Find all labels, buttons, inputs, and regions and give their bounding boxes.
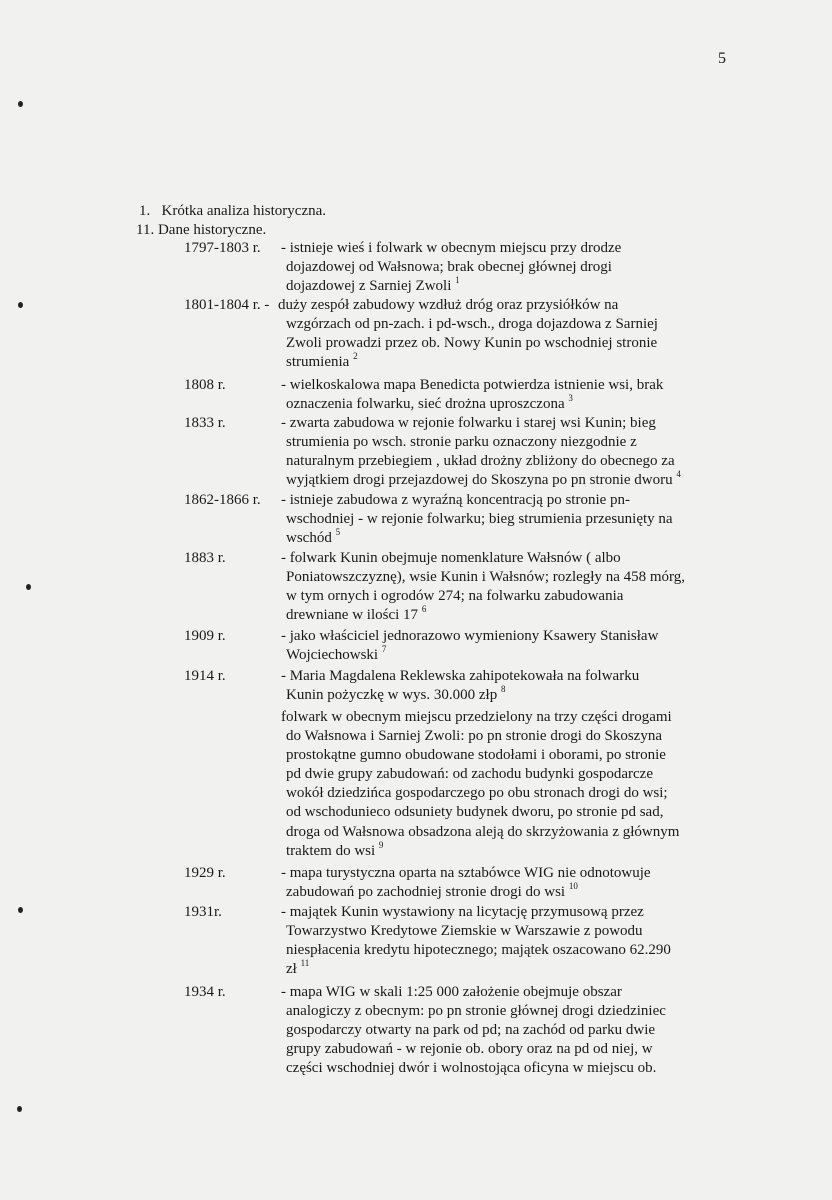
entry-line-text: - istnieje zabudowa z wyraźną koncentracją po stronie pn- bbox=[281, 492, 631, 508]
entry-line-text: folwark w obecnym miejscu przedzielony na trzy części drogami bbox=[281, 709, 672, 725]
entry-line bbox=[281, 903, 733, 922]
entry-description bbox=[281, 983, 733, 1078]
entry-line bbox=[281, 883, 733, 902]
entry-line bbox=[281, 376, 733, 395]
entry-line bbox=[281, 864, 733, 883]
entry-line-text: zł bbox=[286, 961, 297, 978]
entry-line-text: niespłacenia kredytu hipotecznego; majątek oszacowano 62.290 bbox=[286, 942, 671, 959]
entry-line-text: - wielkoskalowa mapa Benedicta potwierdza istnienie wsi, brak bbox=[281, 377, 664, 393]
entry-line-text: - mapa turystyczna oparta na sztabówce WIG nie odnotowuje bbox=[281, 865, 651, 881]
entry-line-text: - istnieje wieś i folwark w obecnym miejscu przy drodze bbox=[281, 240, 622, 256]
footnote-ref: 2 bbox=[353, 351, 358, 362]
entry-description bbox=[281, 667, 733, 705]
entry-line bbox=[281, 1021, 733, 1040]
entry-line-text: wzgórzach od pn-zach. i pd-wsch., droga dojazdowa z Sarniej bbox=[286, 316, 658, 333]
entry-description bbox=[281, 903, 733, 979]
entry-date: 1833 r. bbox=[184, 415, 226, 431]
entry-line-text: - mapa WIG w skali 1:25 000 założenie obejmuje obszar bbox=[281, 984, 622, 1000]
entry-description bbox=[281, 491, 733, 548]
entry-description bbox=[278, 296, 733, 372]
entry-line-text: zabudowań po zachodniej stronie drogi do wsi bbox=[286, 884, 566, 901]
entry-line bbox=[281, 315, 733, 334]
entry-line bbox=[281, 839, 733, 861]
entry-date: 1909 r. bbox=[184, 628, 226, 644]
entry-line-text: - folwark Kunin obejmuje nomenklature Wałsnów ( albo bbox=[281, 550, 621, 566]
entry-line-text: - Maria Magdalena Reklewska zahipotekowała na folwarku bbox=[281, 668, 640, 684]
entry-line-text: w tym ornych i ogrodów 274; na folwarku zabudowania bbox=[286, 588, 624, 605]
footnote-ref: 5 bbox=[335, 527, 341, 538]
entry-line-text: grupy zabudowań - w rejonie ob. obory oraz na pd od niej, w bbox=[286, 1041, 653, 1058]
entry-line-text: wschód bbox=[286, 530, 332, 547]
entry-line-text: dojazdowej z Sarniej Zwoli bbox=[286, 278, 452, 295]
entry-line-text: Wojciechowski bbox=[286, 647, 379, 664]
punch-hole-mark bbox=[26, 584, 31, 590]
entry-line-text: wyjątkiem drogi przejazdowej do Skoszyna po pn stronie dworu bbox=[286, 472, 673, 489]
entry-line bbox=[278, 296, 733, 315]
punch-hole-mark bbox=[18, 101, 23, 107]
entry-line-text: od wschodunieco odsuniety budynek dworu, po stronie pd sad, bbox=[286, 804, 664, 821]
entry-line-text: pd dwie grupy zabudowań: od zachodu budynki gospodarcze bbox=[286, 766, 653, 783]
entry-line bbox=[281, 708, 733, 727]
entry-description bbox=[281, 376, 733, 414]
entry-date: 1931r. bbox=[184, 904, 222, 920]
entry-line bbox=[281, 784, 733, 803]
page-number: 5 bbox=[718, 50, 726, 67]
entry-line bbox=[281, 941, 733, 960]
entry-line bbox=[281, 960, 733, 979]
footnote-ref: 7 bbox=[381, 644, 387, 655]
entry-line-text: duży zespół zabudowy wzdłuż dróg oraz przysiółków na bbox=[278, 297, 619, 313]
entry-line bbox=[281, 334, 733, 353]
entry-line bbox=[281, 765, 733, 784]
footnote-ref: 11 bbox=[300, 958, 310, 969]
punch-hole-mark bbox=[17, 1106, 22, 1112]
entry-line-text: strumienia po wsch. stronie parku oznaczony niezgodnie z bbox=[286, 434, 637, 451]
entry-date: 1883 r. bbox=[184, 550, 226, 566]
footnote-ref: 9 bbox=[378, 839, 384, 850]
entry-line-text: strumienia bbox=[286, 354, 350, 371]
entry-line-text: - zwarta zabudowa w rejonie folwarku i starej wsi Kunin; bieg bbox=[281, 415, 656, 431]
entry-line bbox=[281, 258, 733, 277]
entry-description bbox=[281, 708, 733, 861]
punch-hole-mark bbox=[18, 302, 23, 308]
punch-hole-mark bbox=[18, 907, 23, 913]
entry-line-text: części wschodniej dwór i wolnostojąca oficyna w miejscu ob. bbox=[286, 1060, 657, 1077]
entry-date: 1801-1804 r. - bbox=[184, 297, 270, 313]
entry-line bbox=[281, 1002, 733, 1021]
subsection-title: Dane historyczne. bbox=[157, 222, 267, 238]
entry-line bbox=[281, 983, 733, 1002]
entry-line bbox=[281, 529, 733, 548]
entry-line-text: do Wałsnowa i Sarniej Zwoli: po pn stronie drogi do Skoszyna bbox=[286, 728, 662, 745]
entry-line-text: Zwoli prowadzi przez ob. Nowy Kunin po wschodniej stronie bbox=[286, 335, 658, 352]
entry-line bbox=[281, 491, 733, 510]
entry-line bbox=[281, 510, 733, 529]
entry-line-text: Poniatowszczyznę), wsie Kunin i Wałsnów; rozległy na 458 mórg, bbox=[286, 569, 685, 586]
entry-line-text: droga od Wałsnowa obsadzona aleją do skrzyżowania z głównym bbox=[286, 823, 680, 840]
entry-line bbox=[281, 803, 733, 822]
entry-line bbox=[281, 646, 733, 665]
subsection-number: 11. bbox=[136, 222, 155, 238]
entry-line bbox=[281, 746, 733, 765]
entry-line-text: analogiczy z obecnym: po pn stronie głównej drogi dziedziniec bbox=[286, 1003, 666, 1020]
entry-line bbox=[281, 922, 733, 941]
entry-date: 1934 r. bbox=[184, 984, 226, 1000]
entry-line bbox=[281, 686, 733, 705]
entry-line-text: - jako właściciel jednorazowo wymieniony Ksawery Stanisław bbox=[281, 628, 659, 644]
entry-line bbox=[281, 452, 733, 471]
footnote-ref: 6 bbox=[421, 604, 427, 615]
entry-line bbox=[281, 353, 733, 372]
entry-line-text: traktem do wsi bbox=[286, 842, 376, 859]
entry-line bbox=[281, 587, 733, 606]
entry-date: 1862-1866 r. bbox=[184, 492, 261, 508]
entry-line bbox=[281, 414, 733, 433]
entry-line-text: naturalnym przebiegiem , układ drożny zbliżony do obecnego za bbox=[286, 453, 675, 470]
entry-line-text: drewniane w ilości 17 bbox=[286, 607, 419, 624]
entry-description bbox=[281, 864, 733, 902]
entry-line bbox=[281, 239, 733, 258]
entry-date: 1914 r. bbox=[184, 668, 226, 684]
entry-line bbox=[281, 549, 733, 568]
entry-line-text: dojazdowej od Wałsnowa; brak obecnej głównej drogi bbox=[286, 259, 612, 276]
section-title: Krótka analiza historyczna. bbox=[161, 203, 327, 219]
entry-line-text: oznaczenia folwarku, sieć drożna uproszczona bbox=[286, 396, 565, 413]
entry-line bbox=[281, 667, 733, 686]
entry-line bbox=[281, 568, 733, 587]
entry-description bbox=[281, 414, 733, 490]
entry-line bbox=[281, 823, 733, 842]
footnote-ref: 4 bbox=[676, 469, 681, 480]
entry-line-text: prostokątne gumno obudowane stodołami i oborami, po stronie bbox=[286, 747, 666, 764]
entry-line bbox=[281, 627, 733, 646]
entry-line-text: gospodarczy otwarty na park od pd; na zachód od parku dwie bbox=[286, 1022, 656, 1039]
footnote-ref: 1 bbox=[455, 275, 460, 286]
entry-line bbox=[281, 471, 733, 490]
entry-date: 1797-1803 r. bbox=[184, 240, 261, 256]
footnote-ref: 3 bbox=[568, 393, 573, 404]
entry-line bbox=[281, 395, 733, 414]
entry-line-text: Kunin pożyczkę w wys. 30.000 złp bbox=[286, 687, 498, 704]
entry-line-text: wschodniej - w rejonie folwarku; bieg strumienia przesunięty na bbox=[286, 511, 673, 528]
footnote-ref: 8 bbox=[500, 684, 506, 695]
entry-date: 1929 r. bbox=[184, 865, 226, 881]
entry-line bbox=[281, 277, 733, 296]
section-number: 1. bbox=[139, 203, 151, 219]
footnote-ref: 10 bbox=[568, 881, 578, 892]
entry-description bbox=[281, 549, 733, 625]
entry-line bbox=[281, 1059, 733, 1078]
section-heading bbox=[139, 202, 326, 221]
entry-line bbox=[281, 1040, 733, 1059]
entry-description bbox=[281, 239, 733, 296]
entry-line bbox=[281, 727, 733, 746]
entry-line-text: Towarzystwo Kredytowe Ziemskie w Warszawie z powodu bbox=[286, 923, 643, 940]
entry-line-text: wokół dziedzińca gospodarczego po obu stronach drogi do wsi; bbox=[286, 785, 668, 802]
entry-line bbox=[281, 606, 733, 625]
subsection-heading bbox=[136, 221, 266, 240]
entry-line-text: - majątek Kunin wystawiony na licytację przymusową przez bbox=[281, 904, 644, 920]
entry-line bbox=[281, 433, 733, 452]
entry-description bbox=[281, 627, 733, 665]
entry-date: 1808 r. bbox=[184, 377, 226, 393]
